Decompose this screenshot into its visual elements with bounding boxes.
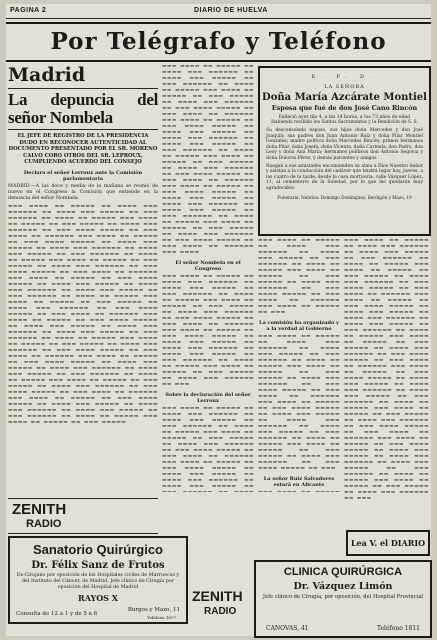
- clinica-phone: Teléfono 1811: [376, 625, 420, 632]
- clinica-doctor: Dr. Vázquez Limón: [293, 581, 393, 592]
- obituary-label: LA SEÑORA: [324, 84, 365, 90]
- sanatorio-title: Sanatorio Quirúrgico: [32, 542, 163, 557]
- sanatorio-doctor: Dr. Félix Sanz de Frutos: [31, 560, 165, 571]
- body-text-lines: [258, 490, 340, 492]
- obituary-name: Doña María Azcárate Montiel: [262, 92, 427, 103]
- kicker-declaracion-lerroux: Sobre la declaración del señor Lerroux: [165, 392, 251, 404]
- column-madrid: [8, 64, 158, 492]
- zenith-ad-1: [8, 498, 158, 534]
- body-text-lines: ▬▬▬ ▬▬▬▬ ▬▬ ▬▬▬▬▬ ▬▬ ▬▬▬▬ ▬▬▬ ▬▬▬▬▬▬ ▬▬ ▬▬▬▬ ▬▬▬ ▬▬▬▬▬ ▬▬ ▬▬▬ ▬▬▬▬▬▬ ▬▬ ▬▬▬▬ ▬▬ ▬▬▬▬▬ ▬▬▬ ▬▬▬▬ ▬▬ ▬▬▬▬▬ ▬▬ ▬▬▬ ▬▬▬▬▬ ▬▬ ▬▬▬▬ ▬▬▬ ▬▬▬▬▬▬ ▬▬ ▬▬▬ ▬▬▬▬ ▬▬▬▬▬ ▬▬ ▬▬▬ ▬▬▬▬ ▬▬ ▬▬▬▬▬▬ ▬▬▬ ▬▬▬▬ ▬▬ ▬▬▬▬▬ ▬▬ ▬▬▬ ▬▬▬▬ ▬▬▬▬▬ ▬▬ ▬▬▬▬ ▬▬▬ ▬▬▬▬▬ ▬▬ ▬▬▬▬ ▬▬▬ ▬▬▬▬▬▬ ▬▬ ▬▬▬▬ ▬▬▬ ▬▬▬▬▬ ▬▬ ▬▬▬ ▬▬▬▬▬▬ ▬▬ ▬▬▬▬ ▬▬ ▬▬▬▬▬ ▬▬▬ ▬▬▬▬ ▬▬ ▬▬▬▬▬ ▬▬ ▬▬▬ ▬▬▬▬▬ ▬▬ ▬▬▬▬ ▬▬▬ ▬▬▬▬▬▬ ▬▬ ▬▬▬ ▬▬▬▬ ▬▬▬▬▬ ▬▬ ▬▬▬: [258, 334, 340, 471]
- page-header: [6, 4, 431, 18]
- newspaper-name: DIARIO DE HUELVA: [194, 7, 268, 14]
- zenith-radio: RADIO: [26, 518, 62, 530]
- clinica-desc: Jefe clínico de Cirugía, por oposición, del Hospital Provincial: [262, 594, 424, 600]
- obituary-text: Su desconsolado esposo, sus hijos doña Mercedes y don José Joaquín; sus padres don Juan Antonio Ruiz y doña Pilar Montiel González; madre política doña Mercedes Rincón; primos hermanos doña Pilar, doña Josefa, doña Vicenta, doña Carmela, don Pedro, don Leoy y doña Ana María; hermanos políticos don Antonio Segovia y doña Dolores Pérez, y demás parientes y amigos: [266, 128, 423, 161]
- obituary-cross: E. P. D.: [311, 74, 378, 80]
- body-text-lines: ▬▬▬ ▬▬▬▬ ▬▬ ▬▬▬▬▬ ▬▬ ▬▬▬▬ ▬▬▬ ▬▬▬▬▬▬ ▬▬ ▬▬▬▬ ▬▬▬ ▬▬▬▬▬ ▬▬ ▬▬▬ ▬▬▬▬▬▬ ▬▬ ▬▬▬▬ ▬▬ ▬▬▬▬▬ ▬▬▬ ▬▬▬▬ ▬▬ ▬▬▬▬▬ ▬▬ ▬▬▬ ▬▬▬▬▬ ▬▬ ▬▬▬▬ ▬▬▬ ▬▬▬▬▬▬ ▬▬ ▬▬▬ ▬▬▬▬ ▬▬▬▬▬ ▬▬ ▬▬▬ ▬▬▬▬ ▬▬ ▬▬▬▬▬▬ ▬▬▬ ▬▬▬▬ ▬▬ ▬▬▬▬▬ ▬▬ ▬▬▬ ▬▬▬▬ ▬▬▬▬▬ ▬▬ ▬▬▬▬ ▬▬▬ ▬▬▬▬▬ ▬▬ ▬▬▬▬ ▬▬▬ ▬▬▬▬▬▬ ▬▬ ▬▬▬▬ ▬▬▬ ▬▬▬▬▬ ▬▬ ▬▬▬ ▬▬▬▬▬▬ ▬▬ ▬▬▬▬ ▬▬ ▬▬▬▬▬ ▬▬▬ ▬▬▬▬ ▬▬ ▬▬▬▬▬ ▬▬ ▬▬▬ ▬▬▬▬▬ ▬▬ ▬▬▬▬ ▬▬▬ ▬▬▬▬▬▬ ▬▬ ▬▬▬ ▬▬▬▬ ▬▬▬▬▬ ▬▬ ▬▬▬ ▬▬▬▬ ▬▬ ▬▬▬▬▬▬ ▬▬▬ ▬▬▬▬ ▬▬ ▬▬▬▬▬ ▬▬ ▬▬▬ ▬▬▬▬ ▬▬▬▬▬ ▬▬ ▬▬▬▬ ▬▬▬ ▬▬▬▬▬ ▬▬ ▬▬▬▬ ▬▬▬ ▬▬▬▬▬▬ ▬▬ ▬▬▬▬ ▬▬▬ ▬▬▬▬▬ ▬▬ ▬▬▬ ▬▬▬▬▬▬ ▬▬ ▬▬▬▬ ▬▬ ▬▬▬▬▬ ▬▬▬ ▬▬▬▬ ▬▬ ▬▬▬▬▬ ▬▬ ▬▬▬ ▬▬▬▬▬ ▬▬ ▬▬▬▬ ▬▬▬ ▬▬▬▬▬▬ ▬▬ ▬▬▬ ▬▬▬▬ ▬▬▬▬▬ ▬▬ ▬▬▬ ▬▬▬▬ ▬▬ ▬▬▬▬▬▬ ▬▬▬ ▬▬▬▬ ▬▬ ▬▬▬▬▬ ▬▬ ▬▬▬ ▬▬▬▬ ▬▬▬▬▬ ▬▬ ▬▬▬▬ ▬▬▬ ▬▬▬▬▬ ▬▬ ▬▬▬▬ ▬▬▬ ▬▬▬▬▬▬ ▬▬ ▬▬▬▬ ▬▬▬ ▬▬▬▬▬ ▬▬ ▬▬▬ ▬▬▬▬▬▬ ▬▬ ▬▬▬▬ ▬▬ ▬▬▬▬▬ ▬▬▬ ▬▬▬▬ ▬▬ ▬▬▬▬▬ ▬▬ ▬▬▬ ▬▬▬▬▬ ▬▬ ▬▬▬▬ ▬▬▬ ▬▬▬▬▬▬ ▬▬ ▬▬▬: [344, 238, 429, 500]
- sanatorio-consulta: Consulta de 12 a 1 y de 5 a 6: [16, 611, 98, 617]
- obituary-spouse: Esposa que fué de don José Cano Rincón: [271, 104, 418, 112]
- obituary-died: Falleció ayer día 4, a las 14 horas, a los 73 años de edad: [278, 115, 411, 120]
- body-text-lines: ▬▬▬ ▬▬▬▬ ▬▬ ▬▬▬▬▬ ▬▬ ▬▬▬▬ ▬▬▬ ▬▬▬▬▬▬ ▬▬ ▬▬▬▬ ▬▬▬ ▬▬▬▬▬ ▬▬ ▬▬▬ ▬▬▬▬▬▬ ▬▬ ▬▬▬▬ ▬▬ ▬▬▬▬▬ ▬▬▬ ▬▬▬▬ ▬▬ ▬▬▬▬▬ ▬▬ ▬▬▬ ▬▬▬▬▬ ▬▬ ▬▬▬▬ ▬▬▬ ▬▬▬▬▬▬ ▬▬ ▬▬▬ ▬▬▬▬ ▬▬▬▬▬ ▬▬ ▬▬▬ ▬▬▬▬ ▬▬ ▬▬▬▬▬▬ ▬▬▬ ▬▬▬▬ ▬▬ ▬▬▬▬▬ ▬▬ ▬▬▬: [258, 238, 340, 315]
- diario-text: Lea V. el DIARIO: [350, 538, 426, 548]
- body-text-lines: ▬▬▬ ▬▬▬▬ ▬▬ ▬▬▬▬▬ ▬▬ ▬▬▬▬ ▬▬▬ ▬▬▬▬▬▬ ▬▬ ▬▬▬▬ ▬▬▬ ▬▬▬▬▬ ▬▬ ▬▬▬ ▬▬▬▬▬▬ ▬▬ ▬▬▬▬ ▬▬ ▬▬▬▬▬ ▬▬▬ ▬▬▬▬ ▬▬ ▬▬▬▬▬ ▬▬ ▬▬▬ ▬▬▬▬▬ ▬▬ ▬▬▬▬ ▬▬▬ ▬▬▬▬▬▬ ▬▬ ▬▬▬ ▬▬▬▬ ▬▬▬▬▬ ▬▬ ▬▬▬ ▬▬▬▬ ▬▬ ▬▬▬▬▬▬ ▬▬▬ ▬▬▬▬ ▬▬ ▬▬▬▬▬ ▬▬ ▬▬▬ ▬▬▬▬ ▬▬▬▬▬ ▬▬ ▬▬▬▬ ▬▬▬ ▬▬▬▬▬ ▬▬ ▬▬▬▬ ▬▬▬ ▬▬▬▬▬▬ ▬▬ ▬▬▬▬ ▬▬▬ ▬▬▬▬▬ ▬▬ ▬▬▬ ▬▬▬▬▬▬ ▬▬ ▬▬▬▬ ▬▬ ▬▬▬▬▬ ▬▬▬ ▬▬▬▬ ▬▬ ▬▬▬▬▬ ▬▬ ▬▬▬ ▬▬▬▬▬ ▬▬ ▬▬▬▬ ▬▬▬ ▬▬▬▬▬▬ ▬▬ ▬▬▬: [162, 274, 254, 387]
- obituary-box: [258, 66, 431, 236]
- madrid-lead: MADRID.—A las doce y media de la mañana se reunió de nuevo en el Congreso la Comisión que entiende en la denuncia del señor Nombela.: [8, 183, 158, 201]
- body-text-lines: ▬▬▬ ▬▬▬▬ ▬▬ ▬▬▬▬▬ ▬▬ ▬▬▬▬ ▬▬▬ ▬▬▬▬▬▬ ▬▬ ▬▬▬▬ ▬▬▬ ▬▬▬▬▬ ▬▬ ▬▬▬ ▬▬▬▬▬▬ ▬▬ ▬▬▬▬ ▬▬ ▬▬▬▬▬ ▬▬▬ ▬▬▬▬ ▬▬ ▬▬▬▬▬ ▬▬ ▬▬▬ ▬▬▬▬▬ ▬▬ ▬▬▬▬ ▬▬▬ ▬▬▬▬▬▬ ▬▬ ▬▬▬ ▬▬▬▬ ▬▬▬▬▬ ▬▬ ▬▬▬ ▬▬▬▬ ▬▬ ▬▬▬▬▬▬ ▬▬▬ ▬▬▬▬ ▬▬ ▬▬▬▬▬ ▬▬ ▬▬▬ ▬▬▬▬ ▬▬▬▬▬ ▬▬ ▬▬▬▬ ▬▬▬ ▬▬▬▬▬ ▬▬ ▬▬▬▬ ▬▬▬ ▬▬▬▬▬▬ ▬▬ ▬▬▬▬ ▬▬▬ ▬▬▬▬▬ ▬▬: [162, 406, 254, 489]
- sanatorio-ad: [8, 536, 188, 624]
- sanatorio-phone: Teléfono 1677: [147, 615, 176, 620]
- kicker-comision: La comisión ha organizado y a la verdad al Gobierno: [259, 320, 339, 332]
- kicker-alicante: La señor Ruiz Salvadores estará en Alicante: [263, 476, 335, 488]
- body-text-lines: ▬▬▬ ▬▬▬▬ ▬▬ ▬▬▬▬▬ ▬▬ ▬▬▬▬ ▬▬▬ ▬▬▬▬▬▬ ▬▬ ▬▬▬▬ ▬▬▬ ▬▬▬▬▬ ▬▬ ▬▬▬ ▬▬▬▬▬▬ ▬▬ ▬▬▬▬ ▬▬ ▬▬▬▬▬ ▬▬▬ ▬▬▬▬ ▬▬ ▬▬▬▬▬ ▬▬ ▬▬▬ ▬▬▬▬▬ ▬▬ ▬▬▬▬ ▬▬▬ ▬▬▬▬▬▬ ▬▬ ▬▬▬ ▬▬▬▬ ▬▬▬▬▬ ▬▬ ▬▬▬ ▬▬▬▬ ▬▬ ▬▬▬▬▬▬ ▬▬▬ ▬▬▬▬ ▬▬ ▬▬▬▬▬ ▬▬ ▬▬▬ ▬▬▬▬ ▬▬▬▬▬ ▬▬ ▬▬▬▬ ▬▬▬ ▬▬▬▬▬ ▬▬ ▬▬▬▬ ▬▬▬ ▬▬▬▬▬▬ ▬▬ ▬▬▬▬ ▬▬▬ ▬▬▬▬▬ ▬▬ ▬▬▬ ▬▬▬▬▬▬ ▬▬ ▬▬▬▬ ▬▬ ▬▬▬▬▬ ▬▬▬ ▬▬▬▬ ▬▬ ▬▬▬▬▬ ▬▬ ▬▬▬ ▬▬▬▬▬ ▬▬ ▬▬▬▬ ▬▬▬ ▬▬▬▬▬▬ ▬▬ ▬▬▬ ▬▬▬▬ ▬▬▬▬▬ ▬▬ ▬▬▬ ▬▬▬▬ ▬▬ ▬▬▬▬▬▬ ▬▬▬ ▬▬▬▬ ▬▬ ▬▬▬▬▬ ▬▬ ▬▬▬ ▬▬▬▬ ▬▬▬▬▬ ▬▬ ▬▬▬▬ ▬▬▬ ▬▬▬▬▬ ▬▬ ▬▬▬▬ ▬▬▬ ▬▬▬▬▬▬ ▬▬ ▬▬▬▬ ▬▬▬ ▬▬▬▬▬ ▬▬ ▬▬▬ ▬▬▬▬▬▬ ▬▬ ▬▬▬▬ ▬▬ ▬▬▬▬▬ ▬▬▬ ▬▬▬▬ ▬▬ ▬▬▬▬▬ ▬▬ ▬▬▬ ▬▬▬▬▬ ▬▬ ▬▬▬▬ ▬▬▬ ▬▬▬▬▬▬ ▬▬ ▬▬▬ ▬▬▬▬ ▬▬▬▬▬ ▬▬ ▬▬▬ ▬▬▬▬ ▬▬ ▬▬▬▬▬▬ ▬▬▬ ▬▬▬▬ ▬▬ ▬▬▬▬▬ ▬▬ ▬▬▬ ▬▬▬▬ ▬▬▬▬▬ ▬▬ ▬▬▬▬ ▬▬▬ ▬▬▬▬▬ ▬▬ ▬▬▬▬ ▬▬▬ ▬▬▬▬▬▬ ▬▬ ▬▬▬▬ ▬▬▬ ▬▬▬▬▬ ▬▬ ▬▬▬ ▬▬▬▬▬▬ ▬▬ ▬▬▬▬ ▬▬ ▬▬▬▬▬ ▬▬▬ ▬▬▬▬ ▬▬ ▬▬▬▬▬ ▬▬ ▬▬▬ ▬▬▬▬▬ ▬▬ ▬▬▬▬ ▬▬▬ ▬▬▬▬▬▬ ▬▬ ▬▬▬ ▬▬▬▬ ▬▬▬▬▬ ▬▬ ▬▬▬ ▬▬▬▬ ▬▬ ▬▬▬▬▬▬ ▬▬▬ ▬▬▬▬ ▬▬ ▬▬▬▬▬ ▬▬ ▬▬▬ ▬▬▬▬ ▬▬▬▬▬ ▬▬ ▬▬▬▬ ▬▬▬ ▬▬▬▬▬ ▬▬ ▬▬▬▬ ▬▬▬ ▬▬▬▬▬▬ ▬▬ ▬▬▬▬ ▬▬▬ ▬▬▬▬▬ ▬▬ ▬▬▬ ▬▬▬▬▬▬ ▬▬ ▬▬▬▬ ▬▬ ▬▬▬▬▬ ▬▬▬ ▬▬▬▬ ▬▬ ▬▬▬▬▬ ▬▬ ▬▬▬ ▬▬▬▬▬ ▬▬ ▬▬▬▬ ▬▬▬ ▬▬▬▬▬▬ ▬▬ ▬▬▬ ▬▬▬▬ ▬▬▬▬▬ ▬▬ ▬▬▬ ▬▬▬▬ ▬▬ ▬▬▬▬▬▬ ▬▬▬ ▬▬▬▬ ▬▬ ▬▬▬▬▬ ▬▬ ▬▬▬ ▬▬▬▬ ▬▬▬▬▬ ▬▬ ▬▬▬▬ ▬▬▬ ▬▬▬▬▬ ▬▬ ▬▬▬▬ ▬▬▬ ▬▬▬▬▬▬ ▬▬ ▬▬▬▬ ▬▬▬ ▬▬▬▬▬ ▬▬ ▬▬▬ ▬▬▬▬▬▬ ▬▬ ▬▬▬▬ ▬▬ ▬▬▬▬▬ ▬▬▬ ▬▬▬▬ ▬▬ ▬▬▬▬▬ ▬▬ ▬▬▬ ▬▬▬▬▬: [8, 203, 158, 425]
- header-rule: [6, 18, 431, 19]
- body-text-lines: ▬▬▬ ▬▬▬▬ ▬▬ ▬▬▬▬▬ ▬▬ ▬▬▬▬ ▬▬▬ ▬▬▬▬▬▬ ▬▬ ▬▬▬▬ ▬▬▬ ▬▬▬▬▬ ▬▬ ▬▬▬ ▬▬▬▬▬▬ ▬▬ ▬▬▬▬ ▬▬ ▬▬▬▬▬ ▬▬▬ ▬▬▬▬ ▬▬ ▬▬▬▬▬ ▬▬ ▬▬▬ ▬▬▬▬▬ ▬▬ ▬▬▬▬ ▬▬▬ ▬▬▬▬▬▬ ▬▬ ▬▬▬ ▬▬▬▬ ▬▬▬▬▬ ▬▬ ▬▬▬ ▬▬▬▬ ▬▬ ▬▬▬▬▬▬ ▬▬▬ ▬▬▬▬ ▬▬ ▬▬▬▬▬ ▬▬ ▬▬▬ ▬▬▬▬ ▬▬▬▬▬ ▬▬ ▬▬▬▬ ▬▬▬ ▬▬▬▬▬ ▬▬ ▬▬▬▬ ▬▬▬ ▬▬▬▬▬▬ ▬▬ ▬▬▬▬ ▬▬▬ ▬▬▬▬▬ ▬▬ ▬▬▬ ▬▬▬▬▬▬ ▬▬ ▬▬▬▬ ▬▬ ▬▬▬▬▬ ▬▬▬ ▬▬▬▬ ▬▬ ▬▬▬▬▬ ▬▬ ▬▬▬ ▬▬▬▬▬ ▬▬ ▬▬▬▬ ▬▬▬ ▬▬▬▬▬▬ ▬▬ ▬▬▬ ▬▬▬▬ ▬▬▬▬▬ ▬▬ ▬▬▬ ▬▬▬▬ ▬▬ ▬▬▬▬▬▬ ▬▬▬ ▬▬▬▬ ▬▬ ▬▬▬▬▬ ▬▬ ▬▬▬ ▬▬▬▬ ▬▬▬▬▬ ▬▬ ▬▬▬▬ ▬▬▬ ▬▬▬▬▬ ▬▬ ▬▬▬▬ ▬▬▬ ▬▬▬▬▬▬ ▬▬ ▬▬▬▬ ▬▬▬ ▬▬▬▬▬ ▬▬ ▬▬▬ ▬▬▬▬▬▬ ▬▬ ▬▬▬▬ ▬▬ ▬▬▬▬▬ ▬▬▬ ▬▬▬▬ ▬▬ ▬▬▬▬▬ ▬▬ ▬▬▬ ▬▬▬▬▬ ▬▬ ▬▬▬▬ ▬▬▬ ▬▬▬▬▬▬ ▬▬ ▬▬▬ ▬▬▬▬ ▬▬▬▬▬ ▬▬ ▬▬▬ ▬▬▬▬ ▬▬ ▬▬▬▬▬▬ ▬▬▬ ▬▬▬▬: [162, 64, 254, 255]
- clinica-address: CANOVAS, 41: [266, 625, 309, 632]
- obituary-footer: Funeraria: Nebrisa: Domingo Domínguez, Berdigón y Mazo, 19: [277, 194, 412, 200]
- clinica-ad: [254, 560, 432, 638]
- clinica-title: CLINICA QUIRÚRGICA: [283, 566, 403, 578]
- zenith-brand: ZENITH: [12, 501, 67, 518]
- madrid-summary: EL JEFE DE REGISTRO DE LA PRESIDENCIA DUDO EN RECONOCER AUTENTICIDAD AL DOCUMENTO PRESENTADO POR EL SR. MORENO CALVO CORO OTROS DEL SR. LEPROUX, CUMPLIENDO ACUERDO DEL CONSEJO: [8, 133, 158, 165]
- section-banner: Por Telégrafo y Teléfono: [6, 22, 431, 62]
- zenith-radio: RADIO: [204, 606, 237, 617]
- column-middle: [162, 64, 254, 492]
- madrid-headline: La depuncia del señor Nombela: [8, 90, 158, 127]
- column-right-b: [344, 238, 429, 500]
- sanatorio-address: Burgos y Mazo, 11: [127, 607, 180, 613]
- madrid-title: Madrid: [8, 64, 86, 86]
- zenith-ad-2: [190, 588, 250, 628]
- zenith-brand: ZENITH: [192, 588, 243, 604]
- obituary-sacraments: Habiendo recibido los Santos Sacramentos y la Bendición de S. S.: [271, 120, 418, 125]
- sanatorio-desc: Ex-Cirujano por oposición de los Hospitales civiles de Marruecos y del Instituto del Cáncer, de Madrid. Jefe clínico de Cirugía por oposición del Hospital de Madrid: [16, 573, 180, 590]
- sanatorio-rayos: RAYOS X: [78, 593, 118, 603]
- madrid-kicker-lerroux: Declara el señor Lerroux ante la Comisión parlamentaria: [23, 169, 143, 182]
- kicker-nombela-congreso: El señor Nombela en el Congreso: [175, 260, 241, 272]
- newspaper-page: [6, 4, 431, 636]
- column-right-a: [258, 238, 340, 492]
- obituary-request: Ruegan a sus amistades encomienden su alma a Dios Nuestro Señor y asistan a la conducción del cadáver que tendrá lugar hoy, jueves, a las cuatro de la tarde, desde la casa mortuoria, calle Vázquez López, 11, al cementerio de la Soledad, por lo que les quedarán muy agradecidos.: [266, 163, 423, 191]
- page-number: PAGINA 2: [10, 7, 47, 14]
- diario-ad: [346, 530, 430, 556]
